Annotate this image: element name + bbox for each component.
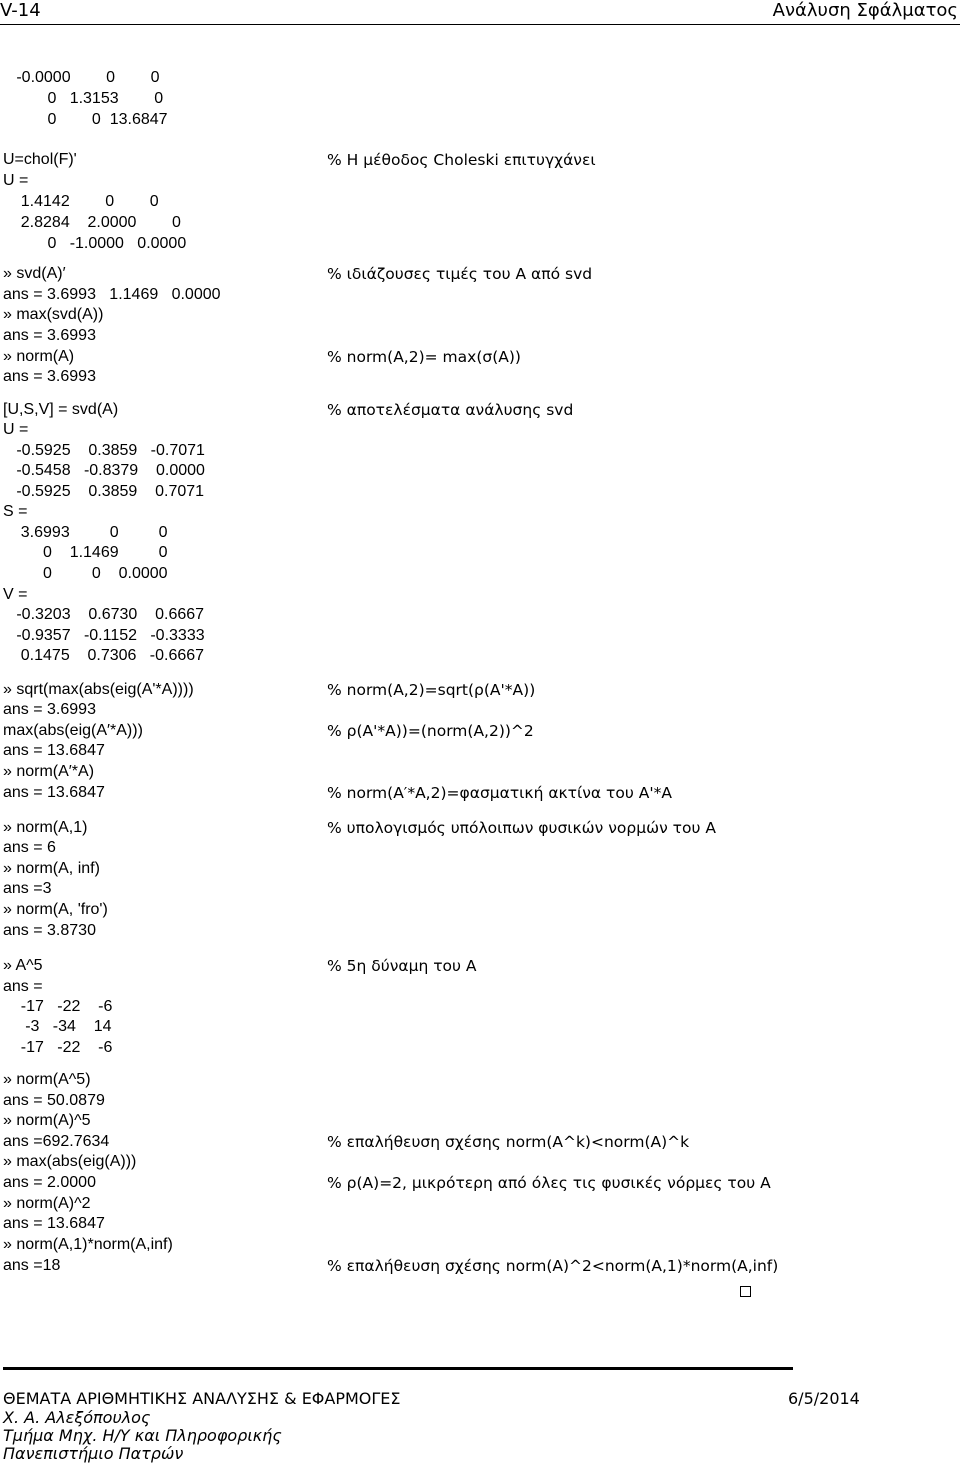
- code-line: » svd(A)′: [3, 265, 66, 282]
- code-line: » max(svd(A)): [3, 306, 104, 323]
- code-line: 0 -1.0000 0.0000: [3, 235, 187, 252]
- code-line: ans = 3.6993: [3, 701, 96, 718]
- comment-line: % ρ(A)=2, μικρότερη από όλες τις φυσικές νόρμες του A: [327, 1174, 771, 1192]
- comment-line: % norm(A,2)=sqrt(ρ(A'*A)): [327, 681, 536, 699]
- code-line: -0.9357 -0.1152 -0.3333: [3, 627, 205, 644]
- comment-line: % Η μέθοδος Choleski επιτυγχάνει: [327, 151, 596, 169]
- code-line: U =: [3, 172, 29, 189]
- comment-line: % αποτελέσματα ανάλυσης svd: [327, 401, 574, 419]
- code-line: » sqrt(max(abs(eig(A'*A)))): [3, 681, 194, 698]
- code-line: » norm(A)^5: [3, 1112, 91, 1129]
- comment-line: % επαλήθευση σχέσης norm(A^k)<norm(A)^k: [327, 1133, 690, 1151]
- code-line: 0 0 0.0000: [3, 565, 168, 582]
- code-line: ans = 13.6847: [3, 784, 105, 801]
- code-line: » norm(A^5): [3, 1071, 91, 1088]
- code-line: -17 -22 -6: [3, 1039, 113, 1056]
- code-line: 0.1475 0.7306 -0.6667: [3, 647, 205, 664]
- code-line: -0.5925 0.3859 0.7071: [3, 483, 205, 500]
- code-line: -3 -34 14: [3, 1018, 112, 1035]
- code-line: » max(abs(eig(A))): [3, 1153, 137, 1170]
- code-line: ans = 3.6993: [3, 368, 96, 385]
- code-line: ans = 13.6847: [3, 742, 105, 759]
- footer-author: Χ. Α. Αλεξόπουλος: [3, 1408, 151, 1427]
- code-line: » norm(A)^2: [3, 1195, 91, 1212]
- code-line: 0 1.1469 0: [3, 544, 168, 561]
- page-number: V-14: [0, 0, 41, 21]
- comment-line: % ρ(A'*A))=(norm(A,2))^2: [327, 722, 534, 740]
- code-line: 0 0 13.6847: [3, 111, 168, 128]
- code-line: ans = 3.8730: [3, 922, 96, 939]
- code-line: ans =692.7634: [3, 1133, 110, 1150]
- code-line: ans =: [3, 978, 43, 995]
- header-divider: [0, 24, 960, 25]
- footer-divider: [3, 1367, 793, 1370]
- code-line: » norm(A,1)*norm(A,inf): [3, 1236, 173, 1253]
- footer-course: ΘΕΜΑΤΑ ΑΡΙΘΜΗΤΙΚΗΣ ΑΝΑΛΥΣΗΣ & ΕΦΑΡΜΟΓΕΣ: [3, 1389, 401, 1408]
- comment-line: % norm(A′*A,2)=φασματική ακτίνα του A'*A: [327, 784, 672, 802]
- code-line: » norm(A′*A): [3, 763, 95, 780]
- code-line: » norm(A, inf): [3, 860, 100, 877]
- code-line: 2.8284 2.0000 0: [3, 214, 181, 231]
- comment-line: % ιδιάζουσες τιμές του A από svd: [327, 265, 593, 283]
- code-line: U =: [3, 421, 29, 438]
- code-line: » norm(A): [3, 348, 75, 365]
- comment-line: % επαλήθευση σχέσης norm(A)^2<norm(A,1)*norm(A,inf): [327, 1257, 779, 1275]
- code-line: ans = 13.6847: [3, 1215, 105, 1232]
- end-of-proof-icon: [740, 1286, 751, 1297]
- code-line: ans = 3.6993 1.1469 0.0000: [3, 286, 221, 303]
- code-line: ans =18: [3, 1257, 61, 1274]
- code-line: -17 -22 -6: [3, 998, 113, 1015]
- code-line: ans = 6: [3, 839, 56, 856]
- code-line: -0.3203 0.6730 0.6667: [3, 606, 205, 623]
- comment-line: % norm(A,2)= max(σ(A)): [327, 348, 521, 366]
- code-line: max(abs(eig(A′*A))): [3, 722, 143, 739]
- code-line: ans =3: [3, 880, 52, 897]
- comment-line: % υπολογισμός υπόλοιπων φυσικών νορμών του A: [327, 819, 716, 837]
- comment-line: % 5η δύναμη του A: [327, 957, 477, 975]
- section-title: Ανάλυση Σφάλματος: [772, 0, 958, 21]
- code-line: 0 1.3153 0: [3, 90, 164, 107]
- code-line: ans = 3.6993: [3, 327, 96, 344]
- code-line: U=chol(F)': [3, 151, 77, 168]
- code-line: S =: [3, 503, 28, 520]
- code-line: -0.5458 -0.8379 0.0000: [3, 462, 205, 479]
- code-line: V =: [3, 586, 28, 603]
- code-line: » norm(A,1): [3, 819, 88, 836]
- footer-university: Πανεπιστήμιο Πατρών: [3, 1444, 184, 1463]
- code-line: [U,S,V] = svd(A): [3, 401, 119, 418]
- footer-date: 6/5/2014: [788, 1389, 860, 1408]
- code-line: -0.5925 0.3859 -0.7071: [3, 442, 205, 459]
- footer-department: Τμήμα Μηχ. Η/Υ και Πληροφορικής: [3, 1426, 282, 1445]
- code-line: 1.4142 0 0: [3, 193, 159, 210]
- code-line: 3.6993 0 0: [3, 524, 168, 541]
- code-line: » A^5: [3, 957, 43, 974]
- code-line: -0.0000 0 0: [3, 69, 160, 86]
- code-line: ans = 2.0000: [3, 1174, 96, 1191]
- code-line: » norm(A, 'fro'): [3, 901, 108, 918]
- code-line: ans = 50.0879: [3, 1092, 105, 1109]
